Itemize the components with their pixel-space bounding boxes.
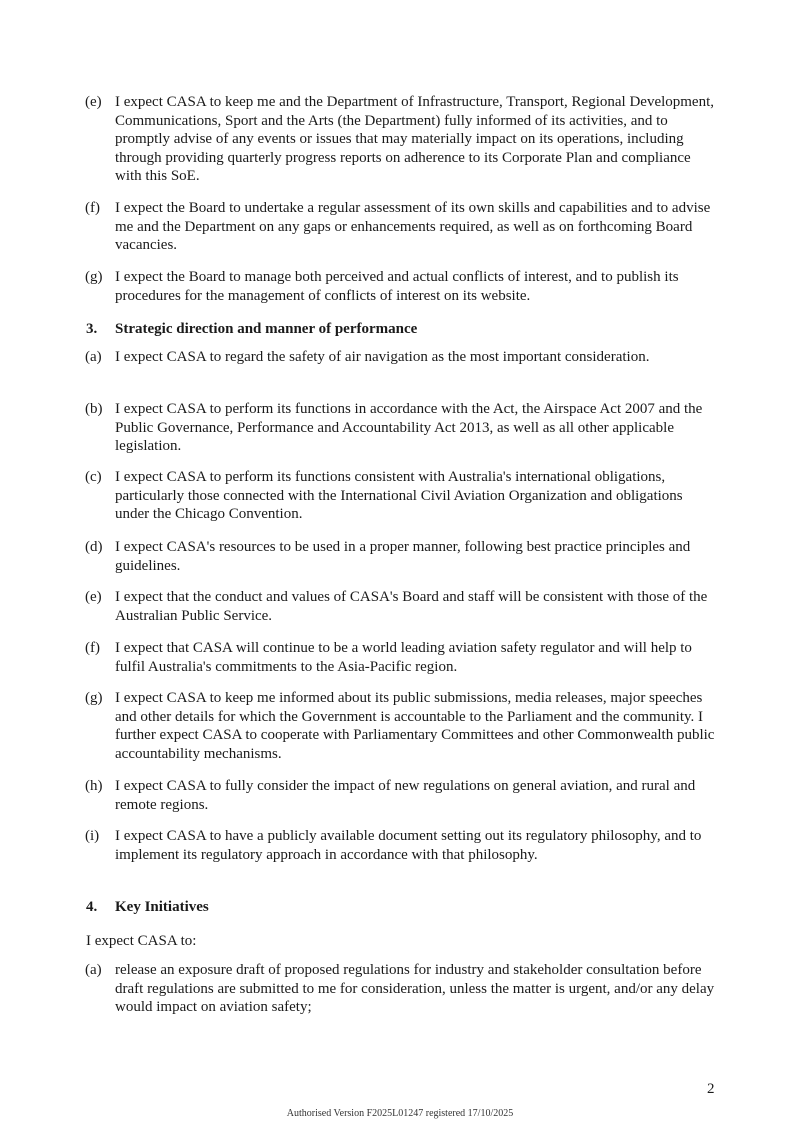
item-text: I expect CASA to keep me and the Department of Infrastructure, Transport, Regional Development, Communications, Sport and the Arts (the Department) fully informed of its activities, and to promptly advise of any events or issues that may materially impact on its operations, including through providing quarterly progress reports on adherence to its Corporate Plan and compliance with this SoE. [115, 94, 715, 184]
item-label: (g) [85, 269, 103, 285]
item-text: I expect the Board to undertake a regular assessment of its own skills and capabilities and to advise me and the Department on any gaps or enhancements required, as well as on forthcoming Board vacancies. [115, 200, 711, 253]
item-label: (g) [85, 690, 103, 706]
item-label: (d) [85, 539, 103, 555]
section3-item-g [85, 689, 720, 763]
item-label: (c) [85, 469, 102, 485]
section3-heading [86, 321, 417, 338]
item-text: I expect CASA to fully consider the impact of new regulations on general aviation, and rural and remote regions. [115, 778, 696, 813]
item-text: I expect CASA to keep me informed about its public submissions, media releases, major speeches and other details for which the Government is accountable to the Parliament and the community. I further expect CASA to cooperate with Parliamentary Committees and other Commonwealth public accountability mechanisms. [115, 690, 715, 762]
section3-item-b [85, 400, 720, 456]
section4-intro: I expect CASA to: [86, 933, 197, 949]
section4-number: 4. [86, 899, 98, 915]
item-text: I expect CASA to regard the safety of air navigation as the most important consideration. [115, 349, 650, 365]
section2-item-f [85, 199, 720, 255]
section2-item-g [85, 268, 720, 305]
item-label: (f) [85, 200, 100, 216]
item-text: I expect that the conduct and values of CASA's Board and staff will be consistent with those of the Australian Public Service. [115, 589, 708, 624]
item-text: I expect CASA to perform its functions consistent with Australia's international obligations, particularly those connected with the International Civil Aviation Organization and obligations under the Chicago Convention. [115, 469, 683, 522]
section2-item-e [85, 93, 720, 186]
item-label: (h) [85, 778, 103, 794]
item-text: I expect CASA to perform its functions in accordance with the Act, the Airspace Act 2007 and the Public Governance, Performance and Accountability Act 2013, as well as all other applicable legislation. [115, 401, 703, 454]
section3-item-e [85, 588, 720, 625]
item-label: (i) [85, 828, 100, 844]
item-label: (e) [85, 589, 102, 605]
section3-item-d [85, 538, 720, 575]
item-text: I expect CASA's resources to be used in a proper manner, following best practice principles and guidelines. [115, 539, 691, 574]
item-label: (e) [85, 94, 102, 110]
section4-item-a [85, 961, 720, 1017]
section3-item-f [85, 639, 720, 676]
section3-item-c [85, 468, 720, 524]
item-text: I expect that CASA will continue to be a world leading aviation safety regulator and will help to fulfil Australia's commitments to the Asia-Pacific region. [115, 640, 692, 675]
item-label: (f) [85, 640, 100, 656]
footer-authorised-version: Authorised Version F2025L01247 registered 17/10/2025 [286, 1108, 514, 1119]
section4-heading [86, 899, 209, 916]
item-label: (a) [85, 962, 102, 978]
page-number: 2 [707, 1081, 715, 1097]
section3-title: Strategic direction and manner of performance [115, 321, 418, 337]
item-label: (b) [85, 401, 103, 417]
section3-item-a [85, 348, 720, 367]
item-label: (a) [85, 349, 102, 365]
section4-title: Key Initiatives [115, 899, 209, 915]
section3-number: 3. [86, 321, 98, 337]
item-text: release an exposure draft of proposed regulations for industry and stakeholder consultation before draft regulations are submitted to me for consideration, unless the matter is urgent, and/or any delay would impact on aviation safety; [115, 962, 715, 1015]
section3-item-h [85, 777, 720, 814]
item-text: I expect the Board to manage both perceived and actual conflicts of interest, and to publish its procedures for the management of conflicts of interest on its website. [115, 269, 679, 304]
item-text: I expect CASA to have a publicly available document setting out its regulatory philosophy, and to implement its regulatory approach in accordance with that philosophy. [115, 828, 702, 863]
section3-item-i [85, 827, 720, 864]
